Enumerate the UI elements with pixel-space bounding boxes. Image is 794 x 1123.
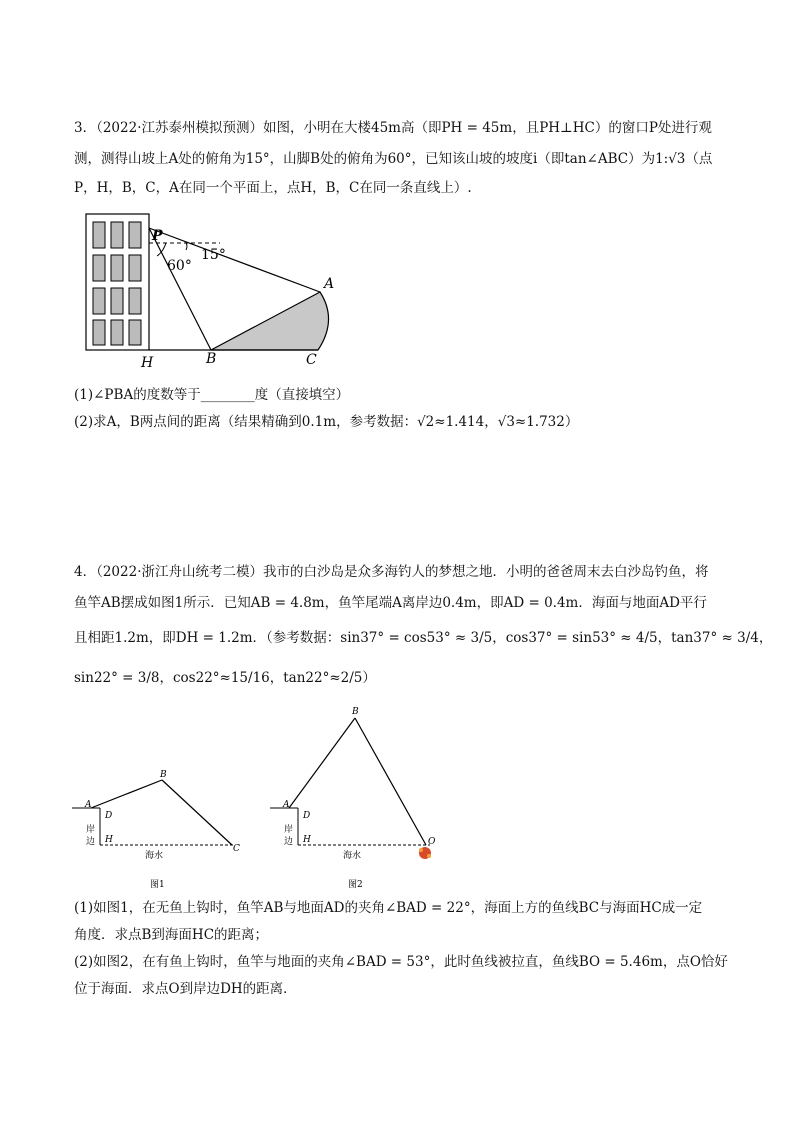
svg-text:B: B	[352, 707, 359, 717]
label-C: C	[306, 352, 317, 368]
q4-sub-1a: (1)如图1，在无鱼上钩时，鱼竿AB与地面AD的夹角∠BAD = 22°，海面上方的鱼线BC与海面HC成一定	[74, 900, 703, 916]
line-BC	[162, 780, 232, 845]
svg-text:图1: 图1	[150, 880, 165, 890]
svg-text:D: D	[303, 811, 311, 821]
q4-text-line-2: 鱼竿AB摆成如图1所示．已知AB = 4.8m，鱼竿尾端A离岸边0.4m，即AD = 0.4m．海面与地面AD平行	[74, 595, 707, 611]
svg-text:边: 边	[86, 837, 96, 847]
q3-text-line-3: P，H，B，C，A在同一个平面上，点H，B，C在同一条直线上）.	[74, 180, 472, 196]
svg-text:海水: 海水	[145, 851, 164, 861]
q4-sub-1b: 角度．求点B到海面HC的距离；	[74, 927, 269, 943]
hill-slope	[211, 292, 329, 350]
q3-text-line-1: 3．（2022·江苏泰州模拟预测）如图，小明在大楼45m高（即PH = 45m，且PH⊥HC）的窗口P处进行观	[74, 120, 712, 136]
svg-text:A: A	[85, 800, 92, 810]
fish-icon	[419, 847, 431, 859]
svg-text:H: H	[303, 835, 311, 845]
angle-arc-15	[186, 243, 187, 250]
q3-figure	[80, 208, 350, 368]
q4-text-line-1: 4．（2022·浙江舟山统考二模）我市的白沙岛是众多海钓人的梦想之地．小明的爸爸周末去白沙岛钓鱼，将	[74, 564, 709, 580]
svg-text:图2: 图2	[348, 880, 363, 890]
label-15: 15°	[201, 247, 226, 263]
q4-figure-2	[266, 702, 446, 892]
q3-sub-1: (1)∠PBA的度数等于________度（直接填空）	[74, 387, 350, 403]
label-A: A	[324, 276, 335, 292]
svg-text:H: H	[105, 835, 113, 845]
line-BO	[355, 718, 426, 845]
q4-sub-2a: (2)如图2，在有鱼上钩时，鱼竿与地面的夹角∠BAD = 53°，此时鱼线被拉直，鱼线BO = 5.46m，点O恰好	[74, 954, 728, 970]
label-H: H	[141, 355, 154, 368]
label-60: 60°	[167, 258, 192, 274]
q3-sub-2: (2)求A，B两点间的距离（结果精确到0.1m，参考数据：√2≈1.414，√3≈1.732）	[74, 414, 579, 430]
q4-text-line-4: sin22° = 3/8，cos22°≈15/16，tan22°≈2/5）	[74, 670, 376, 686]
label-B: B	[206, 351, 217, 367]
svg-text:D: D	[105, 811, 113, 821]
svg-text:岸: 岸	[284, 825, 294, 835]
svg-text:边: 边	[284, 837, 294, 847]
label-P: P	[152, 228, 163, 244]
q4-text-line-3: 且相距1.2m，即DH = 1.2m．（参考数据：sin37° = cos53° ≈ 3/5，cos37° = sin53° ≈ 4/5，tan37° ≈ 3/4，	[74, 630, 773, 646]
q4-figure-1	[68, 765, 248, 895]
q4-sub-2b: 位于海面．求点O到岸边DH的距离．	[74, 981, 297, 997]
svg-text:B: B	[160, 770, 167, 780]
svg-text:A: A	[283, 800, 290, 810]
svg-text:海水: 海水	[343, 851, 362, 861]
angle-arc-60	[157, 243, 166, 256]
svg-text:O: O	[428, 837, 436, 847]
q3-text-line-2: 测，测得山坡上A处的俯角为15°，山脚B处的俯角为60°，已知该山坡的坡度i（即tan∠ABC）为1:√3（点	[74, 151, 713, 167]
rod-AB	[289, 718, 355, 808]
rod-AB	[91, 780, 162, 808]
svg-text:C: C	[233, 844, 240, 854]
svg-text:岸: 岸	[86, 825, 96, 835]
